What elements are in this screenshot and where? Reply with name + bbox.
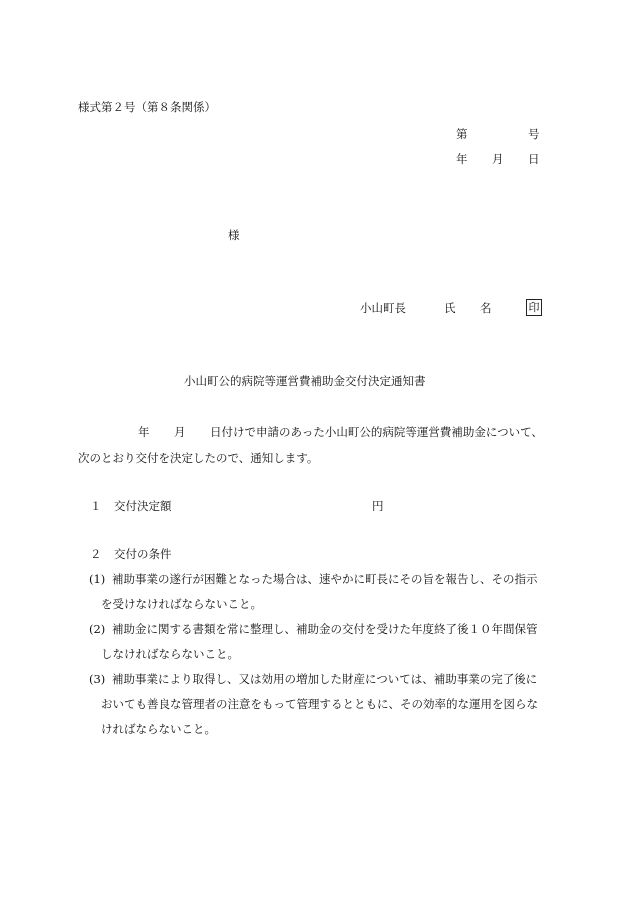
condition-3-line-3: ければならないこと。 bbox=[101, 722, 216, 736]
condition-3-number: (3) bbox=[89, 672, 106, 686]
item-2-label: 交付の条件 bbox=[114, 547, 172, 561]
document-number-suffix: 号 bbox=[528, 127, 540, 141]
item-2-number: ２ bbox=[90, 547, 102, 561]
date-day-label: 日 bbox=[528, 152, 540, 166]
form-number: 様式第２号（第８条関係） bbox=[78, 100, 216, 114]
condition-2-number: (2) bbox=[89, 622, 106, 636]
item-1-label: 交付決定額 bbox=[114, 499, 172, 513]
issuer-title: 小山町長 bbox=[360, 301, 406, 315]
issuer-name-label-2: 名 bbox=[480, 301, 492, 315]
body-text-line-2: 次のとおり交付を決定したので、通知します。 bbox=[78, 451, 319, 465]
body-year-label: 年 bbox=[138, 425, 150, 439]
body-month-label: 月 bbox=[174, 425, 186, 439]
issuer-name-label-1: 氏 bbox=[444, 301, 456, 315]
condition-3-line-1: 補助事業により取得し、又は効用の増加した財産については、補助事業の完了後に bbox=[112, 672, 538, 686]
document-number-prefix: 第 bbox=[456, 127, 468, 141]
seal-box: 印 bbox=[526, 299, 542, 316]
condition-3-line-2: おいても善良な管理者の注意をもって管理するとともに、その効率的な運用を図らな bbox=[101, 697, 538, 711]
condition-1-number: (1) bbox=[89, 572, 106, 586]
addressee-suffix: 様 bbox=[228, 228, 240, 242]
seal-mark bbox=[526, 299, 542, 316]
date-year-label: 年 bbox=[456, 152, 468, 166]
date-month-label: 月 bbox=[492, 152, 504, 166]
body-text-line-1: 日付けで申請のあった小山町公的病院等運営費補助金について、 bbox=[210, 425, 543, 439]
condition-2-line-2: しなければならないこと。 bbox=[101, 647, 239, 661]
condition-1-line-2: を受けなければならないこと。 bbox=[101, 597, 262, 611]
condition-2-line-1: 補助金に関する書類を常に整理し、補助金の交付を受けた年度終了後１０年間保管 bbox=[112, 622, 538, 636]
item-1-unit: 円 bbox=[372, 499, 384, 513]
item-1-number: １ bbox=[90, 499, 102, 513]
condition-1-line-1: 補助事業の遂行が困難となった場合は、速やかに町長にその旨を報告し、その指示 bbox=[112, 572, 538, 586]
document-title: 小山町公的病院等運営費補助金交付決定通知書 bbox=[184, 374, 426, 388]
